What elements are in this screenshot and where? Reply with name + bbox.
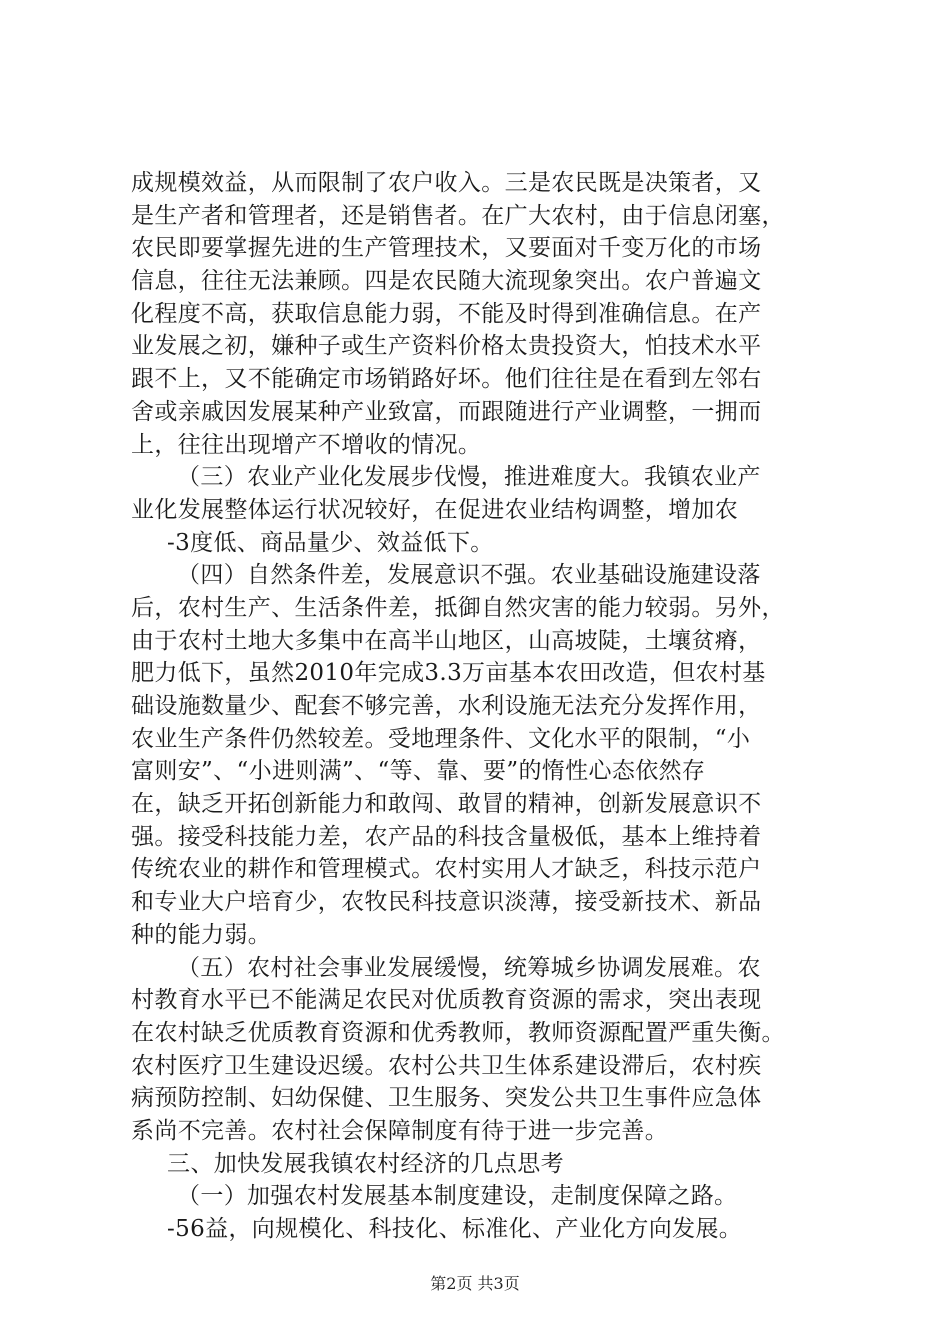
text-line: 在农村缺乏优质教育资源和优秀教师，教师资源配置严重失衡。 — [131, 1019, 785, 1046]
text-line: 跟不上，又不能确定市场销路好坏。他们往往是在看到左邻右 — [131, 366, 762, 393]
text-line: 化程度不高，获取信息能力弱，不能及时得到准确信息。在产 — [131, 300, 762, 327]
text-line: 础设施数量少、配套不够完善，水利设施无法充分发挥作用， — [131, 693, 762, 719]
text-line: 是生产者和管理者，还是销售者。在广大农村，由于信息闭塞， — [131, 202, 785, 229]
text-line: 系尚不完善。农村社会保障制度有待于进一步完善。 — [131, 1117, 669, 1144]
text-line: 村教育水平已不能满足农民对优质教育资源的需求，突出表现 — [131, 987, 762, 1014]
text-line: -3度低、商品量少、效益低下。 — [167, 529, 494, 556]
section-heading-line: （四）自然条件差，发展意识不强。农业基础设施建设落 — [177, 562, 761, 589]
text-line: 富则安”、“小进则满”、“等、靠、要”的惰性心态依然存 — [131, 758, 706, 785]
text-line: 业化发展整体运行状况较好，在促进农业结构调整，增加农 — [131, 496, 739, 523]
text-line: 舍或亲戚因发展某种产业致富，而跟随进行产业调整，一拥而 — [131, 398, 762, 425]
text-line: 业发展之初，嫌种子或生产资料价格太贵投资大，怕技术水平 — [131, 333, 762, 360]
section-heading-line: （一）加强农村发展基本制度建设，走制度保障之路。 — [177, 1183, 738, 1210]
text-line: 上，往往出现增产不增收的情况。 — [131, 431, 482, 458]
text-line: 在，缺乏开拓创新能力和敢闯、敢冒的精神，创新发展意识不 — [131, 791, 762, 818]
text-line: 成规模效益，从而限制了农户收入。三是农民既是决策者，又 — [131, 170, 762, 196]
text-line: -56益，向规模化、科技化、标准化、产业化方向发展。 — [167, 1216, 743, 1242]
text-line: 病预防控制、妇幼保健、卫生服务、突发公共卫生事件应急体 — [131, 1085, 762, 1112]
chapter-heading-line: 三、加快发展我镇农村经济的几点思考 — [167, 1150, 564, 1177]
text-line: 传统农业的耕作和管理模式。农村实用人才缺乏，科技示范户 — [131, 856, 762, 883]
text-line: 肥力低下，虽然2010年完成3.3万亩基本农田改造，但农村基 — [131, 660, 766, 687]
text-line: 农民即要掌握先进的生产管理技术，又要面对千变万化的市场 — [131, 235, 762, 262]
text-line: 强。接受科技能力差，农产品的科技含量极低，基本上维持着 — [131, 823, 762, 850]
text-line: 农村医疗卫生建设迟缓。农村公共卫生体系建设滞后，农村疾 — [131, 1052, 762, 1079]
section-heading-line: （五）农村社会事业发展缓慢，统筹城乡协调发展难。农 — [177, 954, 761, 981]
text-line: 和专业大户培育少，农牧民科技意识淡薄，接受新技术、新品 — [131, 889, 762, 916]
text-line: 农业生产条件仍然较差。受地理条件、文化水平的限制，“小 — [131, 725, 751, 752]
section-heading-line: （三）农业产业化发展步伐慢，推进难度大。我镇农业产 — [177, 464, 761, 491]
text-line: 后，农村生产、生活条件差，抵御自然灾害的能力较弱。另外， — [131, 594, 785, 621]
text-line: 信息，往往无法兼顾。四是农民随大流现象突出。农户普遍文 — [131, 268, 762, 295]
text-line: 由于农村土地大多集中在高半山地区，山高坡陡，土壤贫瘠， — [131, 627, 762, 654]
text-line: 种的能力弱。 — [131, 921, 272, 948]
document-body — [131, 167, 821, 1246]
page-number: 第2页 共3页 — [430, 1274, 520, 1293]
